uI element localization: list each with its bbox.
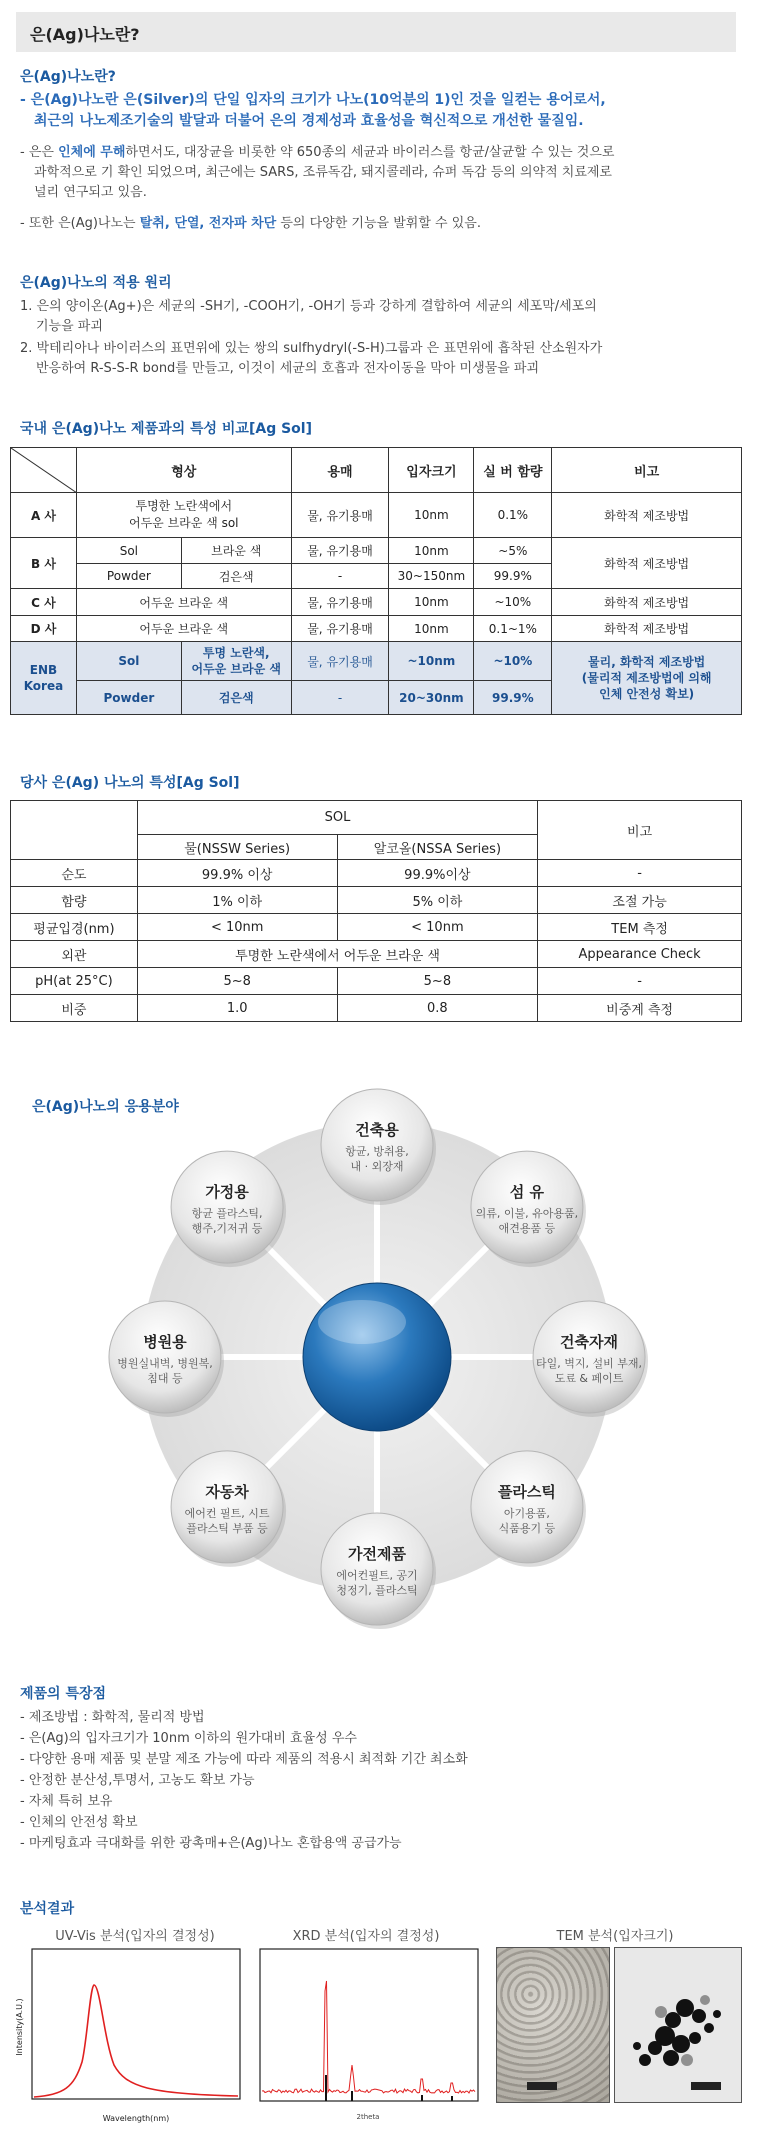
bubble-subtitle: 침대 등 <box>147 1372 183 1385</box>
empty-corner-cell <box>11 801 138 860</box>
xrd-plot-frame <box>260 1949 478 2101</box>
tem-texture <box>497 1948 609 2102</box>
bubble-title: 자동차 <box>205 1482 249 1501</box>
intro-lead-2: 최근의 나노제조기술의 발달과 더불어 은의 경제성과 효율성을 혁신적으로 개선한 물질임. <box>34 113 584 129</box>
applications-diagram <box>70 1060 690 1680</box>
bubble-subtitle: 애견용품 등 <box>498 1222 556 1236</box>
bubble-subtitle: 청정기, 플라스틱 <box>336 1584 418 1598</box>
cell-note: 비중계 측정 <box>538 995 742 1022</box>
cell-note: 화학적 제조방법 <box>552 589 742 616</box>
cell-solvent: 물, 유기용매 <box>291 642 389 681</box>
col-note: 비고 <box>538 801 742 860</box>
table-row <box>11 914 742 941</box>
cell-note: - <box>538 860 742 887</box>
company-a: A 사 <box>11 493 77 538</box>
cell-solvent: 물, 유기용매 <box>291 589 389 616</box>
compare-heading: 국내 은(Ag)나노 제품과의 특성 비교[Ag Sol] <box>20 421 312 437</box>
intro-paragraph-2-line2: 과학적으로 기 확인 되었으며, 최근에는 SARS, 조류독감, 돼지콜레라, 슈퍼 독감 등의 의약적 치료제로 <box>34 165 612 180</box>
intro-heading: 은(Ag)나노란? <box>20 69 116 85</box>
table-row-enb-sol <box>11 642 742 681</box>
bubble-title: 가정용 <box>205 1183 249 1202</box>
cell-solvent: 물, 유기용매 <box>291 616 389 642</box>
scale-bar <box>527 2082 557 2090</box>
uv-vis-plot <box>14 1947 244 2127</box>
xrd-plot <box>256 1947 484 2127</box>
cell-form: Powder <box>76 681 181 715</box>
cell-size: 10nm <box>389 538 474 564</box>
cell-size: 30~150nm <box>389 564 474 589</box>
cell-solvent: - <box>291 564 389 589</box>
cell-form: Powder <box>76 564 181 589</box>
row-label: 순도 <box>11 860 138 887</box>
tem-particles <box>615 1948 741 2102</box>
bubble-subtitle: 에어컨필트, 공기 <box>336 1569 418 1583</box>
tem-caption: TEM 분석(입자크기) <box>556 1929 674 1944</box>
cell-water: 1.0 <box>137 995 337 1022</box>
cell-content: 0.1% <box>474 493 552 538</box>
cell-size: 10nm <box>389 616 474 642</box>
cell-form: Sol <box>76 538 181 564</box>
cell-size: 20~30nm <box>389 681 474 715</box>
principle-heading: 은(Ag)나노의 적용 원리 <box>20 275 172 291</box>
applications-heading: 은(Ag)나노의 응용분야 <box>32 1099 179 1115</box>
cell-merged: 투명한 노란색에서 어두운 브라운 색 <box>137 941 537 968</box>
highlight-harmless: 인체에 무해 <box>58 145 126 160</box>
cell-color: 검은색 <box>181 564 291 589</box>
col-shape: 형상 <box>76 448 291 493</box>
bubble-subtitle: 타일, 벽지, 설비 부재, <box>536 1357 643 1370</box>
ours-heading: 당사 은(Ag) 나노의 특성[Ag Sol] <box>20 775 240 791</box>
cell-form: Sol <box>76 642 181 681</box>
company-b: B 사 <box>11 538 77 589</box>
cell-size: 10nm <box>389 493 474 538</box>
list-item: - 다양한 용매 제품 및 분말 제조 가능에 따라 제품의 적용시 최적화 기간 최소화 <box>20 1752 468 1767</box>
intro-paragraph-3: - 또한 은(Ag)나노는 탈취, 단열, 전자파 차단 등의 다양한 기능을 발휘할 수 있음. <box>20 216 481 231</box>
xrd-xlabel: 2theta <box>356 2113 380 2121</box>
diagonal-line <box>11 448 77 493</box>
table-row-a <box>11 493 742 538</box>
principle-line-1: 1. 은의 양이온(Ag+)은 세균의 -SH기, -COOH기, -OH기 등과 강하게 결합하여 세균의 세포막/세포의 <box>20 299 597 314</box>
col-size: 입자크기 <box>389 448 474 493</box>
table-row-b-sol <box>11 538 742 564</box>
row-label: 외관 <box>11 941 138 968</box>
row-label: pH(at 25°C) <box>11 968 138 995</box>
cell-note: TEM 측정 <box>538 914 742 941</box>
company-enb: ENB Korea <box>11 642 77 715</box>
cell-water: 1% 이하 <box>137 887 337 914</box>
table-row <box>11 941 742 968</box>
bubble-subtitle: 도료 & 페이트 <box>554 1372 624 1385</box>
intro-paragraph-2-line3: 널리 연구되고 있음. <box>34 185 147 200</box>
compare-table <box>10 447 742 715</box>
table-row <box>11 995 742 1022</box>
row-label: 비중 <box>11 995 138 1022</box>
cell-size: 10nm <box>389 589 474 616</box>
cell-shape: 어두운 브라운 색 <box>76 616 291 642</box>
cell-water: 99.9% 이상 <box>137 860 337 887</box>
row-label: 함량 <box>11 887 138 914</box>
cell-note: 화학적 제조방법 <box>552 493 742 538</box>
page-title: 은(Ag)나노란? <box>30 25 140 44</box>
bubble-subtitle: 행주,기저귀 등 <box>191 1222 263 1236</box>
cell-solvent: 물, 유기용매 <box>291 493 389 538</box>
bubble-subtitle: 의류, 이불, 유아용품, <box>475 1207 579 1221</box>
intro-paragraph-2: - 은은 인체에 무해하면서도, 대장균을 비롯한 약 650종의 세균과 바이러스를 항균/살균할 수 있는 것으로 <box>20 145 615 160</box>
principle-line-4: 반응하여 R-S-S-R bond를 만들고, 이것이 세균의 호흡과 전자이동을 막아 미생물을 파괴 <box>36 361 540 376</box>
cell-alcohol: 99.9%이상 <box>337 860 538 887</box>
cell-solvent: 물, 유기용매 <box>291 538 389 564</box>
table-row-d <box>11 616 742 642</box>
cell-color: 검은색 <box>181 681 291 715</box>
compare-header-row <box>11 448 742 493</box>
xrd-caption: XRD 분석(입자의 결정성) <box>292 1929 440 1944</box>
cell-content: ~5% <box>474 538 552 564</box>
analysis-heading: 분석결과 <box>20 1901 75 1917</box>
uv-xlabel: Wavelength(nm) <box>102 2114 170 2123</box>
uv-caption: UV-Vis 분석(입자의 결정성) <box>55 1929 215 1944</box>
cell-note: Appearance Check <box>538 941 742 968</box>
cell-color: 브라운 색 <box>181 538 291 564</box>
cell-note: 화학적 제조방법 <box>552 616 742 642</box>
cell-alcohol: 5~8 <box>337 968 538 995</box>
bubble-subtitle: 항균, 방취용, <box>345 1144 409 1158</box>
cell-alcohol: 0.8 <box>337 995 538 1022</box>
table-row-c <box>11 589 742 616</box>
cell-solvent: - <box>291 681 389 715</box>
company-d: D 사 <box>11 616 77 642</box>
cell-size: ~10nm <box>389 642 474 681</box>
cell-content: ~10% <box>474 642 552 681</box>
bubble-subtitle: 병원실내벽, 병원복, <box>117 1357 213 1370</box>
table-row <box>11 860 742 887</box>
bubble-title: 가전제품 <box>348 1545 406 1564</box>
list-item: - 안정한 분산성,투명서, 고농도 확보 가능 <box>20 1773 255 1788</box>
cell-color: 투명 노란색, 어두운 브라운 색 <box>181 642 291 681</box>
col-water: 물(NSSW Series) <box>137 835 337 860</box>
bubble-title: 건축용 <box>355 1120 399 1139</box>
highlight-functions: 탈취, 단열, 전자파 차단 <box>139 216 277 231</box>
bubble-title: 병원용 <box>143 1333 187 1351</box>
bubble-title: 플라스틱 <box>497 1482 556 1501</box>
cell-shape: 투명한 노란색에서 어두운 브라운 색 sol <box>76 493 291 538</box>
bubble-title: 섬 유 <box>509 1183 545 1202</box>
uv-ylabel: Intensity(A.U.) <box>15 1998 24 2056</box>
intro-lead-1: - 은(Ag)나노란 은(Silver)의 단일 입자의 크기가 나노(10억분의 1)인 것을 일컫는 용어로서, <box>20 92 606 108</box>
principle-line-3: 2. 박테리아나 바이러스의 표면위에 있는 쌍의 sulfhydryl(-S-H)그룹과 은 표면위에 흡착된 산소원자가 <box>20 341 603 356</box>
tem-image-1 <box>496 1947 610 2103</box>
uv-plot-frame <box>32 1949 240 2099</box>
cell-alcohol: 5% 이하 <box>337 887 538 914</box>
bubble-title: 건축자재 <box>560 1333 619 1351</box>
cell-content: ~10% <box>474 589 552 616</box>
table-row <box>11 968 742 995</box>
bubble-subtitle: 식품용기 등 <box>498 1521 556 1535</box>
cell-alcohol: < 10nm <box>337 914 538 941</box>
list-item: - 제조방법 : 화학적, 물리적 방법 <box>20 1710 205 1725</box>
cell-water: 5~8 <box>137 968 337 995</box>
cell-note: - <box>538 968 742 995</box>
page-title-bar <box>16 12 736 52</box>
col-sol: SOL <box>137 801 537 835</box>
row-label: 평균입경(nm) <box>11 914 138 941</box>
bubble-subtitle: 항균 플라스틱, <box>191 1207 263 1221</box>
core-highlight <box>318 1300 406 1344</box>
cell-water: < 10nm <box>137 914 337 941</box>
ours-table <box>10 800 742 1022</box>
cell-content: 0.1~1% <box>474 616 552 642</box>
cell-note: 화학적 제조방법 <box>552 538 742 589</box>
cell-shape: 어두운 브라운 색 <box>76 589 291 616</box>
table-row <box>11 887 742 914</box>
cell-note: 조절 가능 <box>538 887 742 914</box>
bubble-subtitle: 플라스틱 부품 등 <box>186 1521 268 1535</box>
list-item: - 자체 특허 보유 <box>20 1794 113 1809</box>
bubble-subtitle: 아기용품, <box>503 1506 550 1520</box>
col-alcohol: 알코올(NSSA Series) <box>337 835 538 860</box>
company-c: C 사 <box>11 589 77 616</box>
list-item: - 마케팅효과 극대화를 위한 광촉매+은(Ag)나노 혼합용액 공급가능 <box>20 1836 402 1851</box>
col-note: 비고 <box>552 448 742 493</box>
tem-image-2 <box>614 1947 742 2103</box>
diagonal-header-cell <box>11 448 77 493</box>
bubble-subtitle: 에어컨 필트, 시트 <box>184 1506 270 1520</box>
col-content: 실 버 함량 <box>474 448 552 493</box>
principle-line-2: 기능을 파괴 <box>36 319 103 334</box>
list-item: - 은(Ag)의 입자크기가 10nm 이하의 원가대비 효율성 우수 <box>20 1731 357 1746</box>
col-solvent: 용매 <box>291 448 389 493</box>
cell-note: 물리, 화학적 제조방법 (물리적 제조방법에 의해 인체 안전성 확보) <box>552 642 742 715</box>
bubble-subtitle: 내 · 외장재 <box>350 1159 404 1173</box>
cell-content: 99.9% <box>474 681 552 715</box>
cell-content: 99.9% <box>474 564 552 589</box>
features-list <box>20 1707 468 1854</box>
list-item: - 인체의 안전성 확보 <box>20 1815 138 1830</box>
features-heading: 제품의 특장점 <box>20 1686 107 1702</box>
